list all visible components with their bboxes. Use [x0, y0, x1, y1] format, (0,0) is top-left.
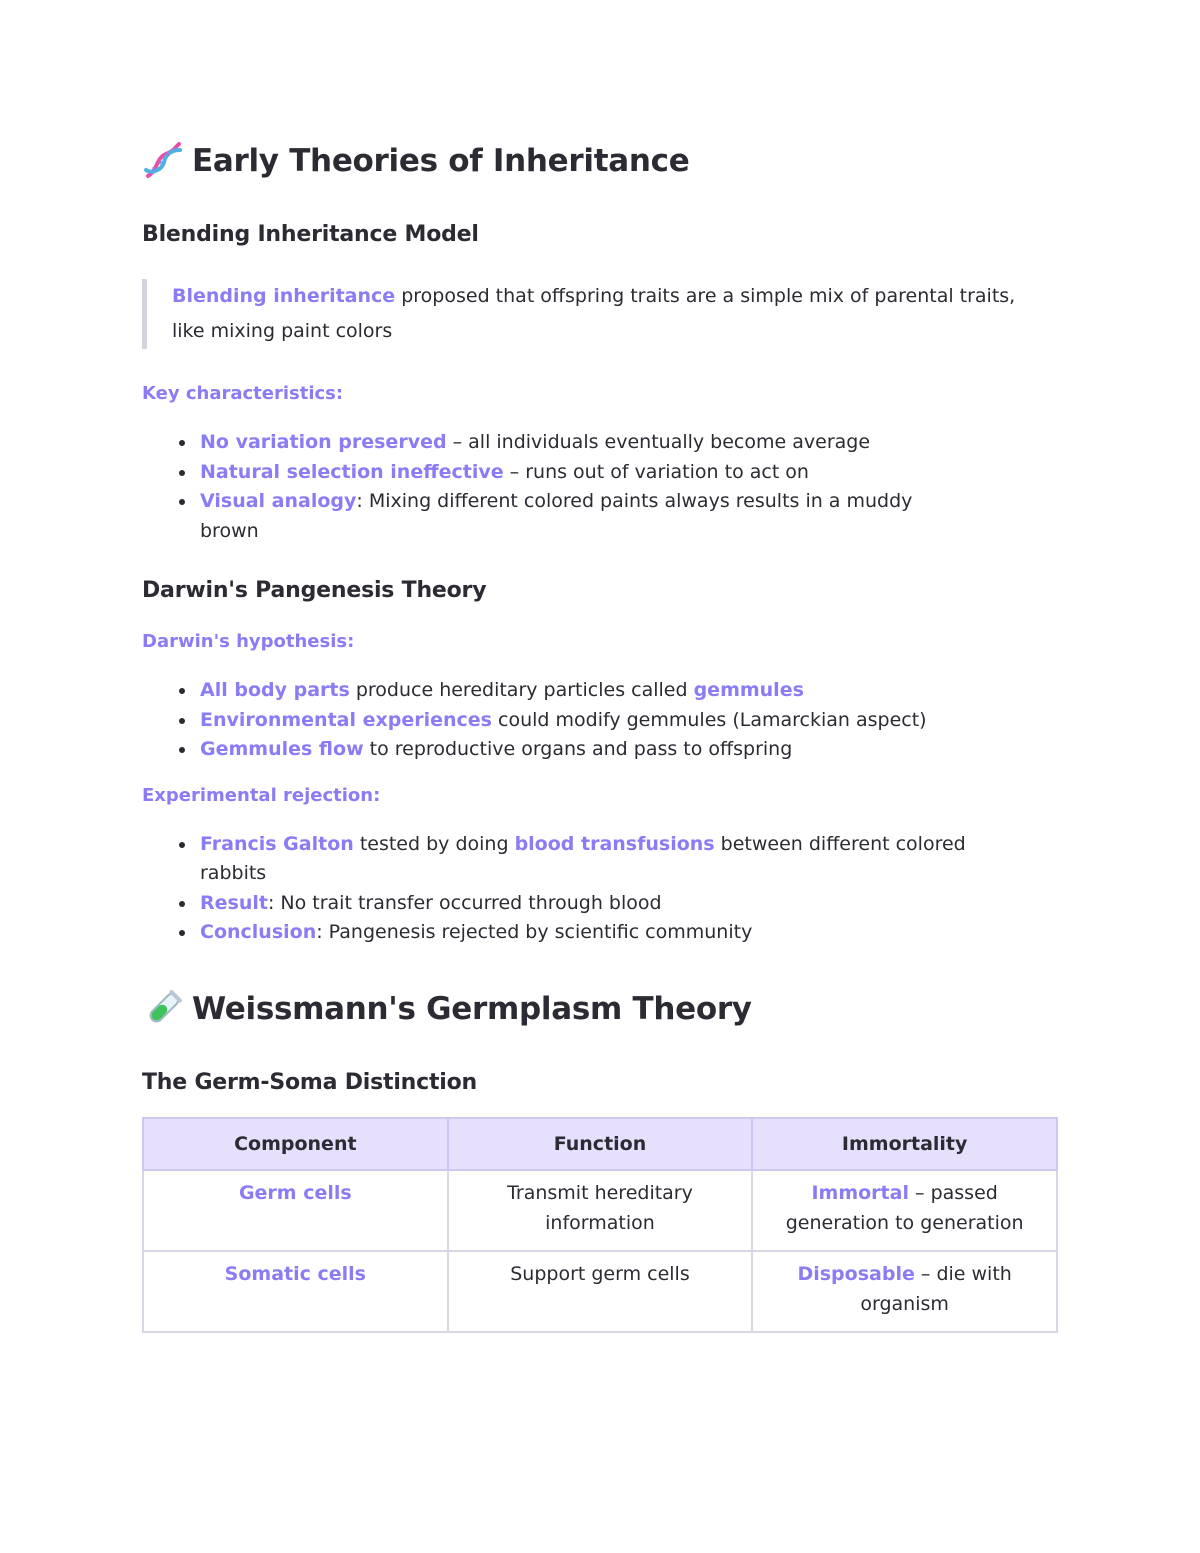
immortality-text: – passed generation to generation [785, 1181, 1024, 1234]
blockquote-blending [142, 279, 1058, 349]
list-item [142, 889, 1058, 919]
list-item-term: Result [200, 891, 268, 914]
heading-blending: Blending Inheritance Model [142, 222, 479, 247]
list-item-text: : Mixing different colored paints always results in a muddy [356, 490, 913, 512]
bullet-icon [179, 470, 185, 476]
table-header-component: Component [143, 1118, 448, 1170]
list-item [142, 428, 1058, 458]
heading-pangenesis: Darwin's Pangenesis Theory [142, 578, 487, 603]
list-darwin-hypothesis [142, 676, 1058, 765]
quote-text: proposed that offspring traits are a simple mix of parental traits, [395, 285, 1016, 307]
function-text: Transmit hereditary information [507, 1181, 693, 1234]
immortality-text: – die with organism [860, 1262, 1012, 1315]
table-row [143, 1251, 1057, 1332]
list-item-term: Gemmules flow [200, 738, 364, 760]
list-item [142, 735, 1058, 765]
bullet-icon [179, 440, 185, 446]
germ-soma-table [142, 1117, 1058, 1333]
list-item-term-2: gemmules [693, 679, 804, 701]
list-item-text-3: rabbits [200, 862, 267, 884]
list-item [142, 706, 1058, 736]
list-item-term: Natural selection ineffective [200, 460, 504, 483]
list-item-text-2: brown [200, 519, 259, 542]
bullet-icon [179, 901, 185, 907]
list-item-term-2: blood transfusions [514, 832, 715, 855]
section-title-early-theories [142, 140, 1058, 182]
list-experimental-rejection [142, 830, 1058, 948]
list-item-term: No variation preserved [200, 431, 447, 453]
component-name: Germ cells [238, 1181, 352, 1204]
bullet-icon [179, 718, 185, 724]
table-cell-function [448, 1251, 753, 1332]
list-item-text: to reproductive organs and pass to offspring [363, 738, 793, 760]
list-item-text: – runs out of variation to act on [503, 460, 809, 483]
table-header-immortality: Immortality [752, 1118, 1057, 1170]
immortality-term: Immortal [811, 1181, 909, 1204]
list-item [142, 458, 1058, 488]
list-item-term: Francis Galton [200, 832, 354, 855]
component-name: Somatic cells [224, 1262, 366, 1285]
document-page [142, 140, 1058, 1333]
table-cell-immortality [752, 1170, 1057, 1251]
list-item-text: : Pangenesis rejected by scientific community [316, 921, 753, 943]
list-item-term: All body parts [200, 679, 350, 701]
table-cell-component [143, 1170, 448, 1251]
table-cell-function [448, 1170, 753, 1251]
quote-text-2: like mixing paint colors [172, 320, 393, 342]
bullet-icon [179, 499, 185, 505]
table-row [143, 1170, 1057, 1251]
list-item [142, 676, 1058, 706]
list-item-text: : No trait transfer occurred through blood [267, 891, 662, 914]
list-item-text: could modify gemmules (Lamarckian aspect) [491, 708, 927, 731]
heading-germ-soma: The Germ-Soma Distinction [142, 1069, 478, 1095]
quote-term: Blending inheritance [172, 285, 396, 307]
section-title-text: Weissmann's Germplasm Theory [192, 990, 752, 1027]
label-darwin-hypothesis: Darwin's hypothesis: [142, 631, 355, 652]
list-item [142, 487, 1058, 546]
list-item-text: produce hereditary particles called [349, 679, 694, 701]
list-item-text: – all individuals eventually become average [446, 431, 871, 453]
table-header-function: Function [448, 1118, 753, 1170]
list-item-text: tested by doing [353, 832, 515, 855]
list-key-characteristics [142, 428, 1058, 546]
bullet-icon [179, 747, 185, 753]
section-title-text: Early Theories of Inheritance [192, 143, 690, 179]
table-cell-component [143, 1251, 448, 1332]
list-item-term: Visual analogy [200, 490, 357, 512]
table-cell-immortality [752, 1251, 1057, 1332]
bullet-icon [179, 930, 185, 936]
list-item [142, 830, 1058, 889]
test-tube-icon [142, 988, 184, 1030]
bullet-icon [179, 842, 185, 848]
table-header-row [143, 1118, 1057, 1170]
function-text: Support germ cells [510, 1262, 690, 1285]
label-key-characteristics: Key characteristics: [142, 383, 344, 404]
immortality-term: Disposable [797, 1262, 915, 1285]
bullet-icon [179, 688, 185, 694]
label-experimental-rejection: Experimental rejection: [142, 784, 381, 806]
list-item-text-2: between different colored [714, 832, 966, 855]
list-item-term: Environmental experiences [200, 708, 492, 731]
list-item [142, 918, 1058, 948]
section-title-weissmann [142, 988, 1058, 1030]
list-item-term: Conclusion [200, 921, 317, 943]
dna-icon [142, 140, 184, 182]
